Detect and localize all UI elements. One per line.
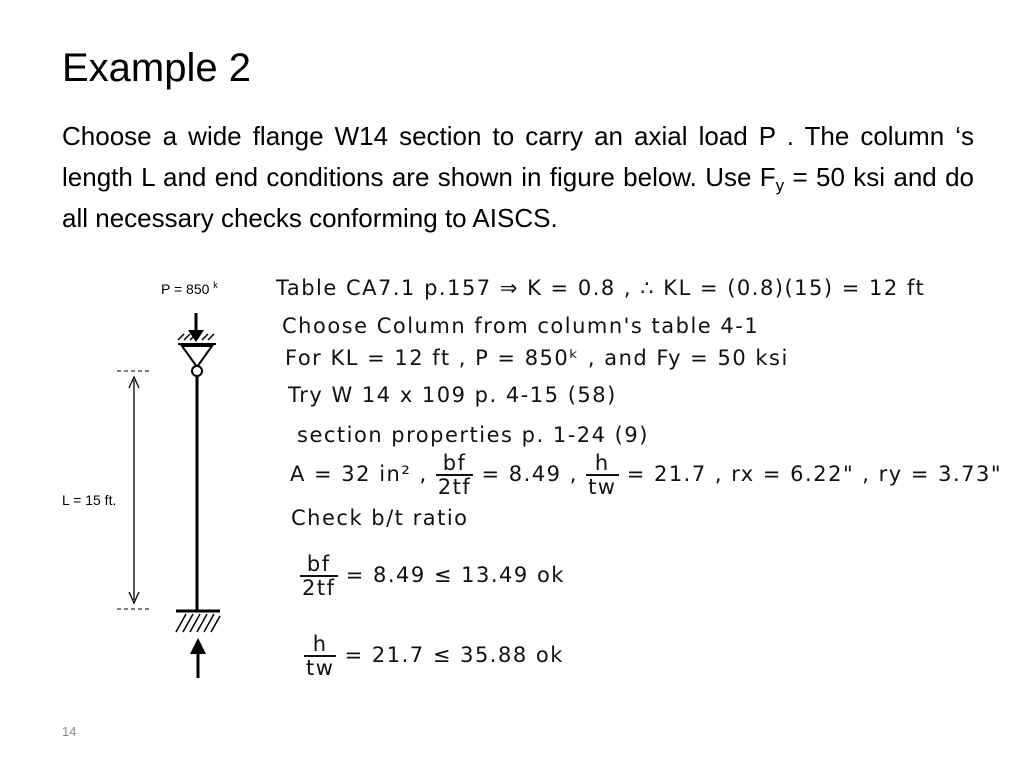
problem-text-2: = 50 ksi and do all necessary checks conforming to AISCS. xyxy=(62,162,974,233)
check-h-value: = 21.7 ≤ 35.88 ok xyxy=(344,643,564,667)
check-bf-value: = 8.49 ≤ 13.49 ok xyxy=(345,563,565,587)
bf-2tf-fraction xyxy=(436,452,474,498)
top-load-arrow xyxy=(188,313,204,342)
bf-ratio-value: = 8.49 , xyxy=(481,462,578,486)
area-value: A = 32 in² , xyxy=(290,462,428,486)
slide-title: Example 2 xyxy=(62,46,251,90)
fy-subscript: y xyxy=(775,176,785,195)
bf-2tf-fraction xyxy=(300,553,338,599)
h-ratio-and-radii: = 21.7 , rx = 6.22" , ry = 3.73" xyxy=(626,462,1003,486)
frac-numerator: bf xyxy=(436,452,474,476)
frac-denominator: 2tf xyxy=(302,576,336,600)
length-label: L = 15 ft. xyxy=(62,492,117,508)
frac-numerator: h xyxy=(304,633,336,657)
problem-text-1: Choose a wide flange W14 section to carry an axial load P . The column ‘s length L and end conditions are shown in figure below. Use F xyxy=(62,121,974,192)
check-bf-line xyxy=(300,553,565,599)
load-label xyxy=(161,281,218,297)
page-number: 14 xyxy=(62,724,77,739)
check-h-line xyxy=(304,633,564,679)
length-dimension xyxy=(117,371,150,609)
load-value: P = 850 xyxy=(161,281,214,297)
note-line-3: For KL = 12 ft , P = 850ᵏ , and Fy = 50 ksi xyxy=(285,346,789,370)
note-line-1: Table CA7.1 p.157 ⇒ K = 0.8 , ∴ KL = (0.8)(15) = 12 ft xyxy=(276,276,926,300)
note-line-2: Choose Column from column's table 4-1 xyxy=(282,314,760,338)
load-unit: k xyxy=(213,280,218,290)
frac-numerator: bf xyxy=(300,553,338,577)
h-tw-fraction xyxy=(586,452,618,498)
note-line-7: Check b/t ratio xyxy=(291,506,469,530)
pin-support xyxy=(178,334,216,376)
frac-denominator: tw xyxy=(306,656,335,680)
frac-denominator: tw xyxy=(588,475,617,499)
h-tw-fraction xyxy=(304,633,336,679)
note-line-4: Try W 14 x 109 p. 4-15 (58) xyxy=(288,383,617,407)
bottom-reaction-arrow xyxy=(190,638,206,678)
fixed-support xyxy=(176,611,220,632)
frac-numerator: h xyxy=(586,452,618,476)
frac-denominator: 2tf xyxy=(437,475,472,499)
note-line-6 xyxy=(290,452,1002,498)
note-line-5: section properties p. 1-24 (9) xyxy=(297,423,649,447)
problem-statement xyxy=(62,116,974,239)
